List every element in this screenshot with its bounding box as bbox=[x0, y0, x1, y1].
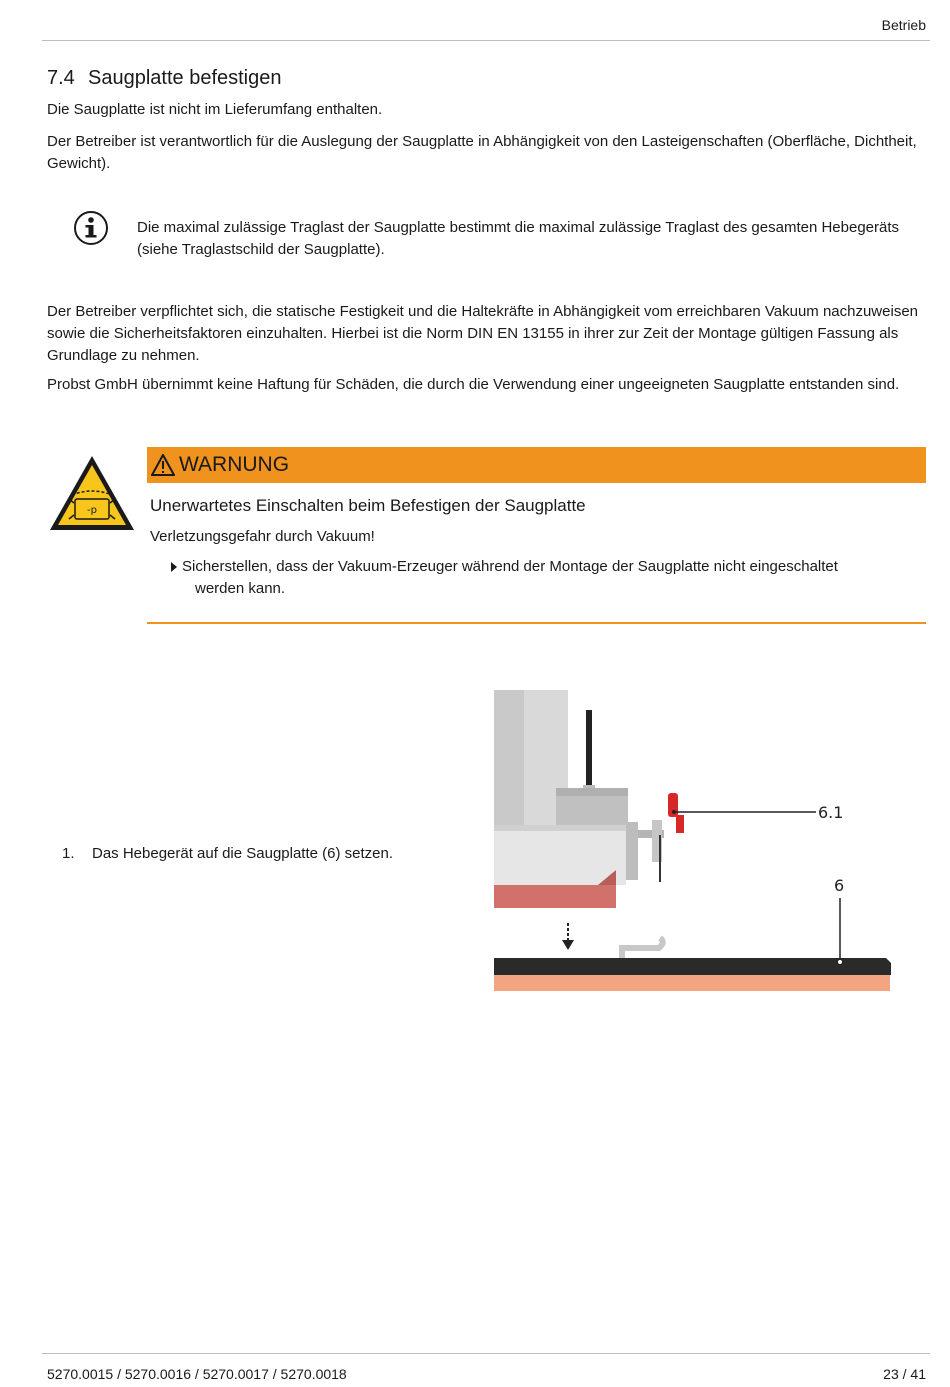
footer-page-number: 23 / 41 bbox=[883, 1366, 926, 1382]
paragraph-operator-obligation: Der Betreiber verpflichtet sich, die statische Festigkeit und die Haltekräfte in Abhängigkeit vom erreichbaren Vakuum nachzuweisen sowie die Sicherheitsfaktoren einzuhalten. Hierbei ist die Norm DIN EN 13155 in ihrer zur Zeit der Montage gültigen Fassung als Grundlage zu nehmen. bbox=[47, 303, 919, 364]
warning-action-line1: Sicherstellen, dass der Vakuum-Erzeuger während der Montage der Saugplatte nicht eingeschaltet bbox=[182, 558, 838, 575]
info-note-text: Die maximal zulässige Traglast der Saugplatte bestimmt die maximal zulässige Traglast des gesamten Hebegeräts (siehe Traglastschild der Saugplatte). bbox=[137, 219, 900, 258]
warning-consequence: Verletzungsgefahr durch Vakuum! bbox=[150, 528, 375, 545]
vacuum-warning-sign-icon bbox=[48, 453, 136, 533]
warning-bottom-rule bbox=[147, 622, 926, 624]
warning-subject: Unerwartetes Einschalten beim Befestigen der Saugplatte bbox=[150, 496, 586, 515]
step-number: 1. bbox=[62, 845, 75, 862]
warning-action-line2: werden kann. bbox=[195, 580, 286, 597]
section-title-text: Saugplatte befestigen bbox=[88, 67, 282, 89]
footer-doc-numbers: 5270.0015 / 5270.0016 / 5270.0017 / 5270.0018 bbox=[47, 1366, 347, 1382]
header-divider bbox=[42, 40, 930, 41]
section-title bbox=[47, 67, 282, 90]
warning-header bbox=[147, 447, 926, 483]
footer-divider bbox=[42, 1353, 930, 1354]
info-icon bbox=[73, 210, 109, 246]
warning-action bbox=[171, 556, 900, 600]
warning-triangle-icon bbox=[151, 454, 175, 476]
callout-6-1: 6.1 bbox=[818, 803, 844, 822]
paragraph-liability: Probst GmbH übernimmt keine Haftung für Schäden, die durch die Verwendung einer ungeeigneten Saugplatte entstanden sind. bbox=[47, 376, 900, 393]
step-item bbox=[62, 845, 393, 862]
paragraph-responsibility: Der Betreiber ist verantwortlich für die Auslegung der Saugplatte in Abhängigkeit von den Lasteigenschaften (Oberfläche, Dichtheit, Gewicht). bbox=[47, 133, 917, 172]
mounting-illustration bbox=[494, 690, 894, 995]
bullet-arrow-icon bbox=[171, 562, 177, 572]
section-number: 7.4 bbox=[47, 67, 75, 89]
step-text: Das Hebegerät auf die Saugplatte (6) setzen. bbox=[92, 845, 394, 862]
callout-6: 6 bbox=[834, 876, 845, 895]
paragraph-scope: Die Saugplatte ist nicht im Lieferumfang enthalten. bbox=[47, 101, 383, 118]
warning-signal-word: WARNUNG bbox=[179, 453, 290, 476]
running-header: Betrieb bbox=[881, 17, 926, 33]
sign-label: -p bbox=[87, 505, 97, 516]
